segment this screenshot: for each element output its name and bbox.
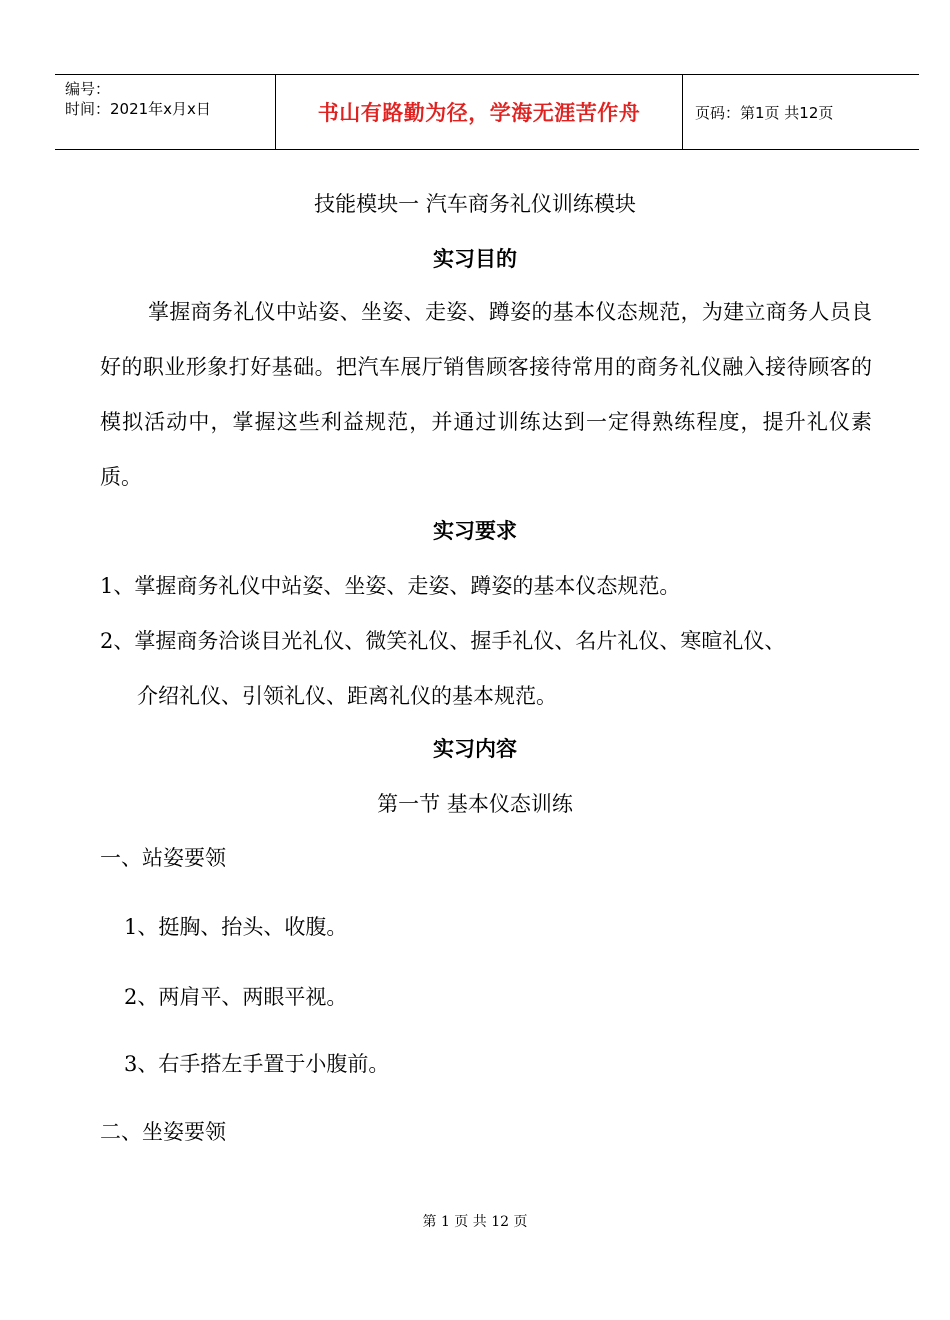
purpose-paragraph: 掌握商务礼仪中站姿、坐姿、走姿、蹲姿的基本仪态规范，为建立商务人员良好的职业形象打好基础。把汽车展厅销售顾客接待常用的商务礼仪融入接待顾客的模拟活动中，掌握这些利益规范，并通过训练达到一定得熟练程度，提升礼仪素质。 [100, 300, 872, 489]
standing-heading: 一、站姿要领 [100, 846, 226, 870]
content-heading: 实习内容 [433, 737, 517, 761]
header-meta [65, 79, 211, 119]
header-motto-cell [276, 75, 682, 149]
header-motto: 书山有路勤为径，学海无涯苦作舟 [317, 101, 641, 125]
standing-item-1: 1、挺胸、抬头、收腹。 [124, 915, 348, 939]
header-page-info: 页码：第1页 共12页 [695, 103, 834, 122]
standing-item-2: 2、两肩平、两眼平视。 [124, 985, 348, 1009]
requirement-item-1: 1、掌握商务礼仪中站姿、坐姿、走姿、蹲姿的基本仪态规范。 [100, 574, 681, 598]
page-footer: 第 1 页 共 12 页 [422, 1214, 528, 1230]
requirements-heading: 实习要求 [433, 519, 517, 543]
section-title: 第一节 基本仪态训练 [377, 792, 573, 816]
purpose-heading: 实习目的 [433, 247, 517, 271]
page-header [55, 74, 919, 150]
sitting-heading: 二、坐姿要领 [100, 1120, 226, 1144]
requirement-item-2: 2、掌握商务洽谈目光礼仪、微笑礼仪、握手礼仪、名片礼仪、寒暄礼仪、 [100, 629, 786, 653]
document-number-label: 编号： [65, 80, 111, 98]
standing-item-3: 3、右手搭左手置于小腹前。 [124, 1052, 390, 1076]
requirement-item-2-continued: 介绍礼仪、引领礼仪、距离礼仪的基本规范。 [137, 684, 557, 708]
header-divider [682, 75, 683, 149]
module-title: 技能模块一 汽车商务礼仪训练模块 [314, 192, 636, 216]
document-time: 时间：2021年x月x日 [65, 100, 211, 118]
